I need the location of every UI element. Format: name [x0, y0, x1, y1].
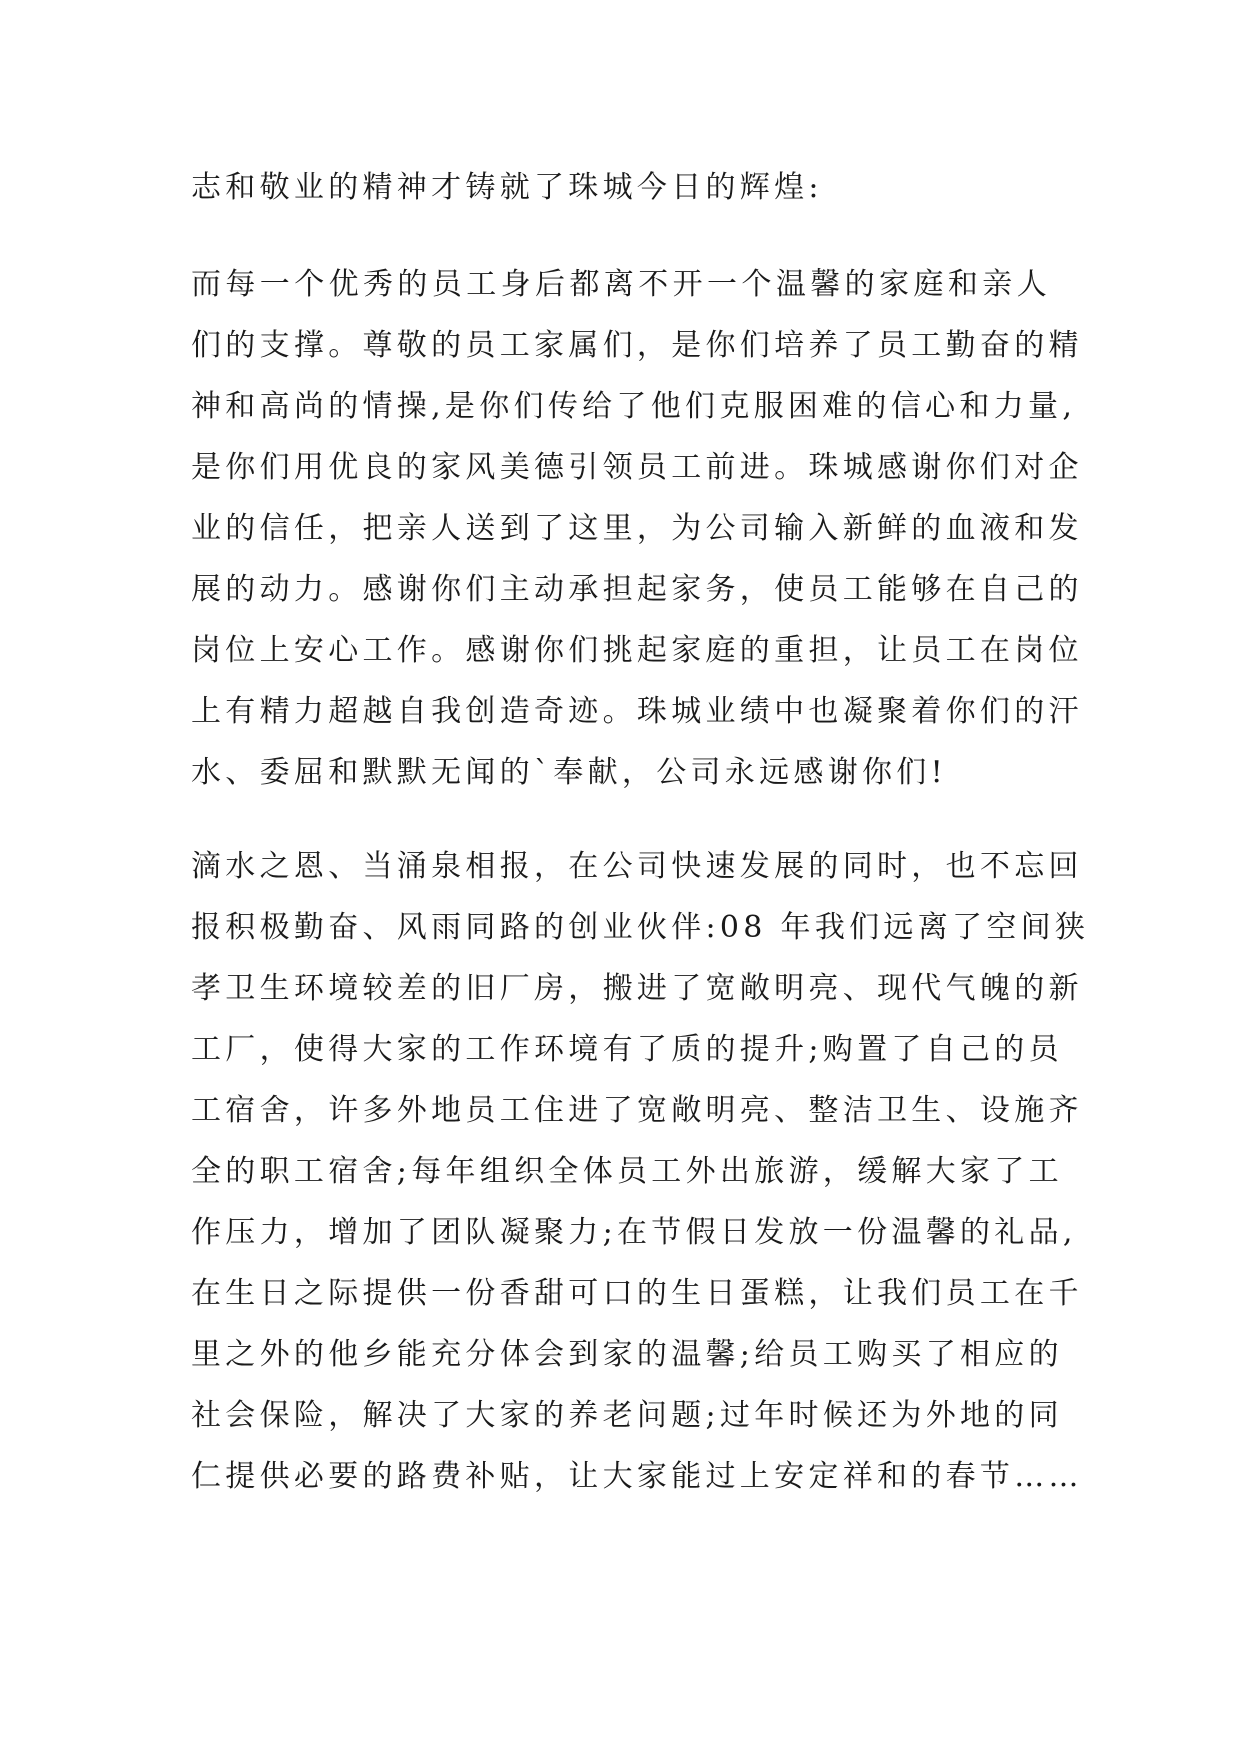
- paragraph-line: 而每一个优秀的员工身后都离不开一个温馨的家庭和亲人: [191, 267, 1051, 302]
- paragraph-line: 神和高尚的情操,是你们传给了他们克服困难的信心和力量,: [191, 389, 1077, 424]
- paragraph-line: 岗位上安心工作。感谢你们挑起家庭的重担，让员工在岗位: [191, 633, 1083, 668]
- paragraph-line: 作压力，增加了团队凝聚力;在节假日发放一份温馨的礼品,: [191, 1215, 1077, 1250]
- paragraph-line: 报积极勤奋、风雨同路的创业伙伴:08 年我们远离了空间狭: [191, 910, 1090, 945]
- paragraph-line: 在生日之际提供一份香甜可口的生日蛋糕，让我们员工在千: [191, 1276, 1083, 1311]
- paragraph-line: 们的支撑。尊敬的员工家属们，是你们培养了员工勤奋的精: [191, 328, 1083, 363]
- paragraph-line: 水、委屈和默默无闻的`奉献，公司永远感谢你们!: [191, 755, 947, 790]
- paragraph-2: [191, 254, 1083, 803]
- paragraph-3: [191, 836, 1090, 1507]
- paragraph-line: 全的职工宿舍;每年组织全体员工外出旅游，缓解大家了工: [191, 1154, 1063, 1189]
- paragraph-line: 社会保险，解决了大家的养老问题;过年时候还为外地的同: [191, 1398, 1063, 1433]
- paragraph-line: 是你们用优良的家风美德引领员工前进。珠城感谢你们对企: [191, 450, 1083, 485]
- paragraph-line: 上有精力超越自我创造奇迹。珠城业绩中也凝聚着你们的汗: [191, 694, 1083, 729]
- paragraph-line: 孝卫生环境较差的旧厂房，搬进了宽敞明亮、现代气魄的新: [191, 971, 1083, 1006]
- paragraph-1: [191, 157, 1051, 218]
- paragraph-line: 业的信任，把亲人送到了这里，为公司输入新鲜的血液和发: [191, 511, 1083, 546]
- paragraph-line: 工厂，使得大家的工作环境有了质的提升;购置了自己的员: [191, 1032, 1063, 1067]
- paragraph-line: 志和敬业的精神才铸就了珠城今日的辉煌:: [191, 170, 823, 205]
- paragraph-line: 工宿舍，许多外地员工住进了宽敞明亮、整洁卫生、设施齐: [191, 1093, 1083, 1128]
- paragraph-line: 仁提供必要的路费补贴，让大家能过上安定祥和的春节……: [191, 1459, 1083, 1494]
- paragraph-line: 展的动力。感谢你们主动承担起家务，使员工能够在自己的: [191, 572, 1083, 607]
- paragraph-line: 里之外的他乡能充分体会到家的温馨;给员工购买了相应的: [191, 1337, 1063, 1372]
- paragraph-line: 滴水之恩、当涌泉相报，在公司快速发展的同时，也不忘回: [191, 849, 1083, 884]
